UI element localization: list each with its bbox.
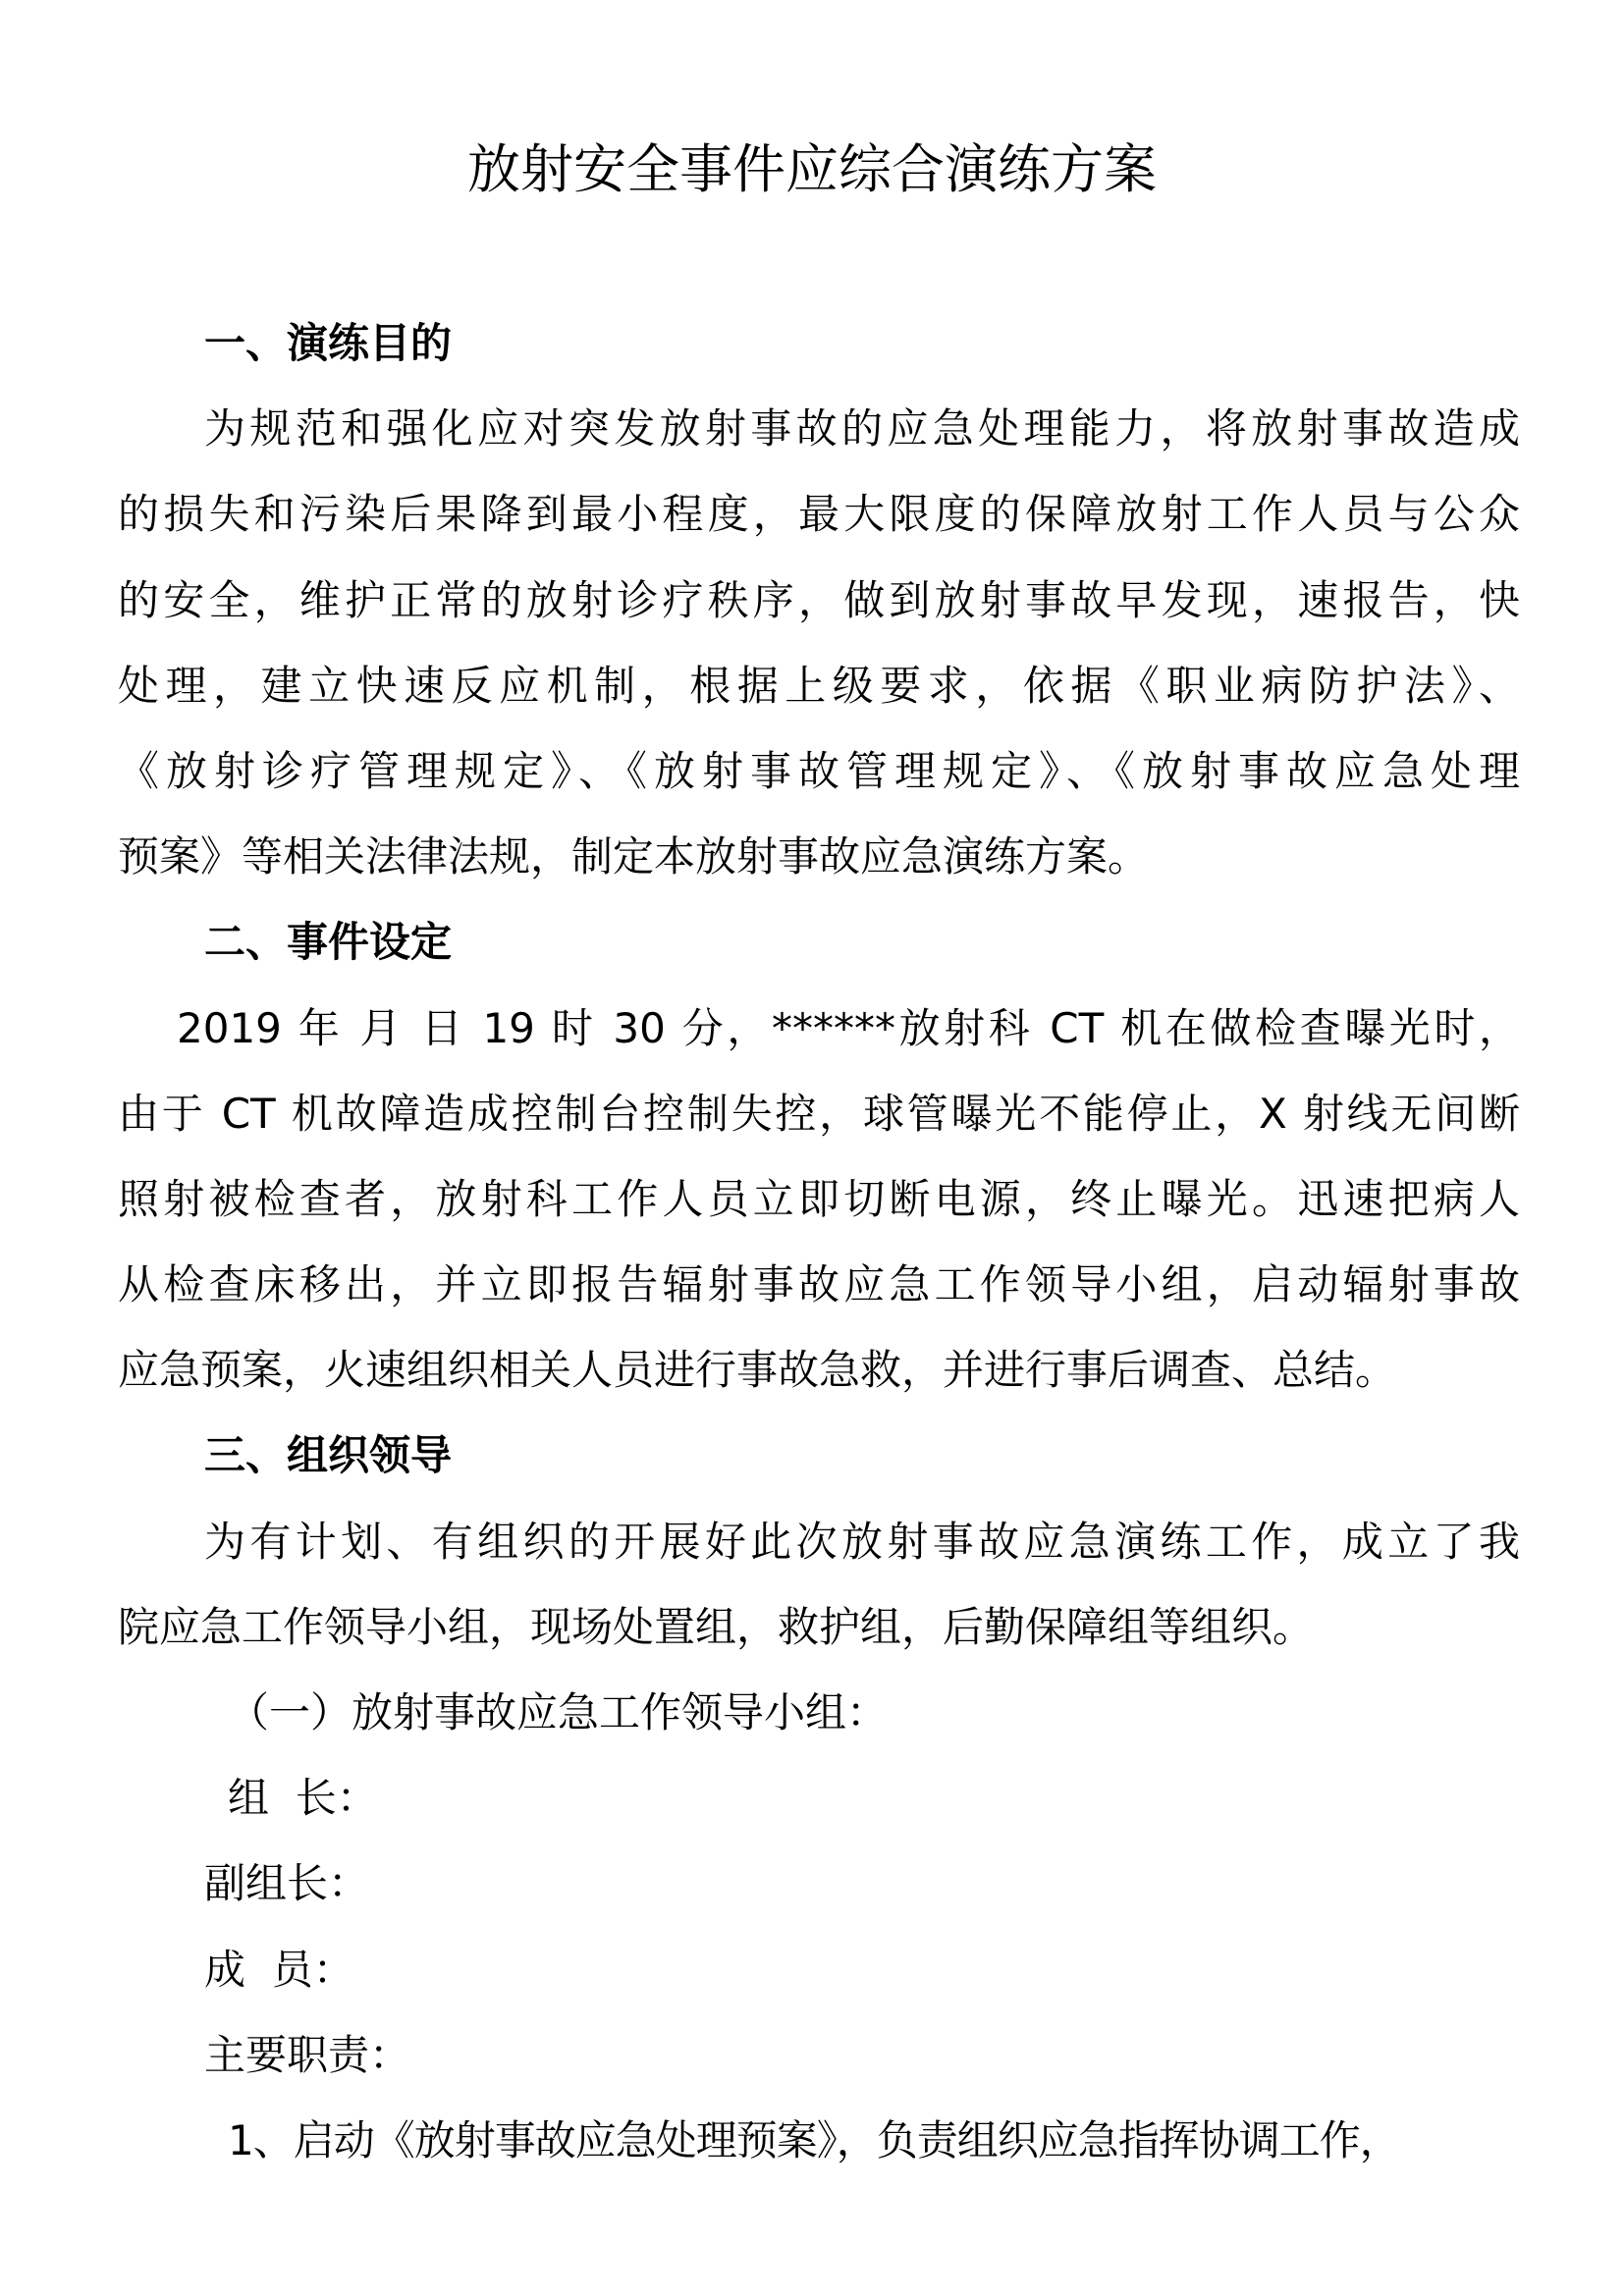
paragraph-line: 为有计划、有组织的开展好此次放射事故应急演练工作，成立了我 bbox=[204, 1517, 1520, 1566]
paragraph-line: 为规范和强化应对突发放射事故的应急处理能力，将放射事故造成 bbox=[204, 404, 1520, 454]
document-body bbox=[118, 300, 1520, 2183]
section-heading: 三、组织领导 bbox=[204, 1431, 453, 1480]
members-label: 成 员： bbox=[204, 1945, 354, 1994]
paragraph-line: 院应急工作领导小组，现场处置组，救护组，后勤保障组等组织。 bbox=[118, 1602, 1315, 1651]
section-heading: 一、演练目的 bbox=[204, 319, 453, 367]
duty-item: 1、启动《放射事故应急处理预案》，负责组织应急指挥协调工作， bbox=[228, 2115, 1400, 2164]
paragraph-line: 《放射诊疗管理规定》、《放射事故管理规定》、《放射事故应急处理 bbox=[118, 746, 1520, 795]
deputy-label: 副组长： bbox=[204, 1859, 370, 1908]
paragraph-line: 照射被检查者，放射科工作人员立即切断电源，终止曝光。迅速把病人 bbox=[118, 1174, 1520, 1223]
duties-label: 主要职责： bbox=[204, 2030, 411, 2079]
paragraph-line: 的安全，维护正常的放射诊疗秩序，做到放射事故早发现，速报告，快 bbox=[118, 575, 1520, 624]
paragraph-line: 2019 年 月 日 19 时 30 分，******放射科 CT 机在做检查曝光时， bbox=[177, 1003, 1520, 1052]
paragraph-line: 处理，建立快速反应机制，根据上级要求，依据《职业病防护法》、 bbox=[118, 661, 1520, 710]
paragraph-line: 应急预案，火速组织相关人员进行事故急救，并进行事后调查、总结。 bbox=[118, 1346, 1397, 1395]
paragraph-line: 预案》等相关法律法规，制定本放射事故应急演练方案。 bbox=[118, 832, 1150, 881]
paragraph-line: 由于 CT 机故障造成控制台控制失控，球管曝光不能停止，X 射线无间断 bbox=[118, 1089, 1520, 1138]
section-heading: 二、事件设定 bbox=[204, 918, 453, 967]
paragraph-line: 的损失和污染后果降到最小程度，最大限度的保障放射工作人员与公众 bbox=[118, 490, 1520, 539]
paragraph-line: 从检查床移出，并立即报告辐射事故应急工作领导小组，启动辐射事故 bbox=[118, 1260, 1520, 1309]
document-title: 放射安全事件应综合演练方案 bbox=[467, 138, 1157, 200]
leader-label: 组 长： bbox=[228, 1774, 378, 1823]
subsection-heading: （一）放射事故应急工作领导小组： bbox=[228, 1688, 889, 1736]
